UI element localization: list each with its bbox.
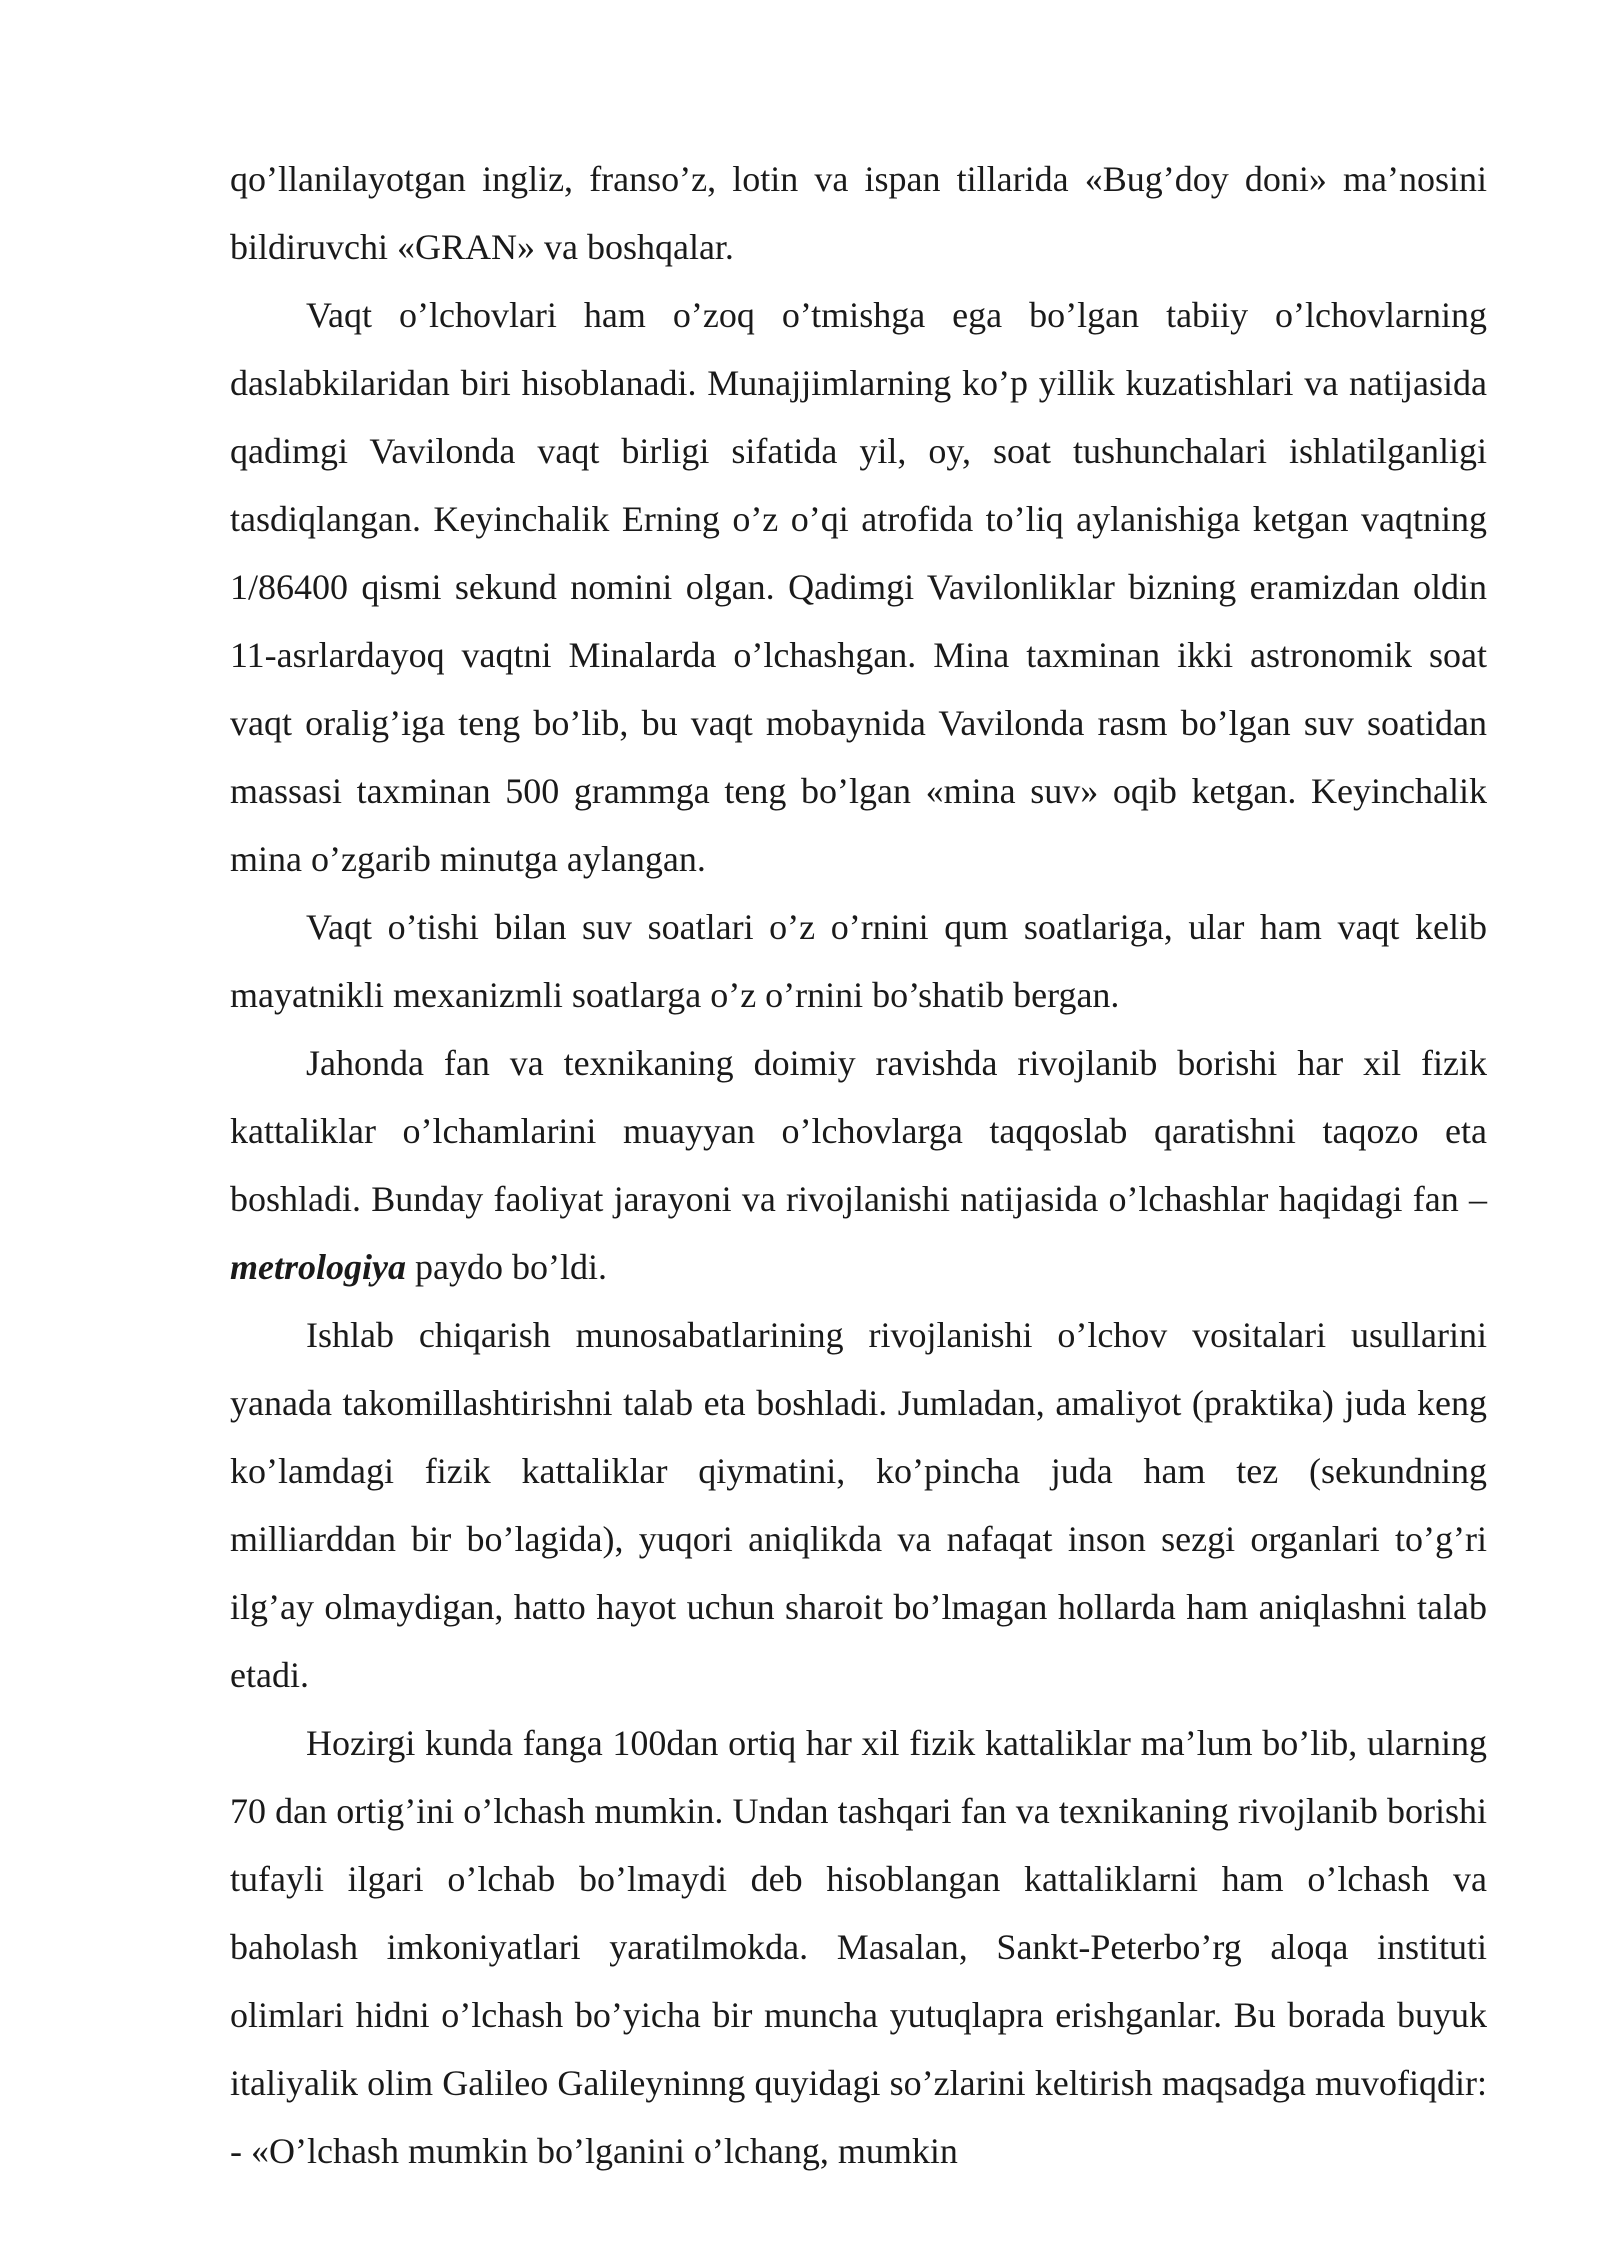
- paragraph-clocks: Vaqt o’tishi bilan suv soatlari o’z o’rnini qum soatlariga, ular ham vaqt kelib mayatnikli mexanizmli soatlarga o’z o’rnini bo’shatib bergan.: [230, 907, 1487, 1015]
- document-body: [230, 145, 1487, 2185]
- metrology-term: metrologiya: [230, 1247, 406, 1287]
- paragraph-gran: qo’llanilayotgan ingliz, franso’z, lotin va ispan tillarida «Bug’doy doni» ma’nosini bildiruvchi «GRAN» va boshqalar.: [230, 159, 1487, 267]
- paragraph-modern: Hozirgi kunda fanga 100dan ortiq har xil fizik kattaliklar ma’lum bo’lib, ularning 70 dan ortig’ini o’lchash mumkin. Undan tashqari fan va texnikaning rivojlanib borishi tufayli ilgari o’lchab bo’lmaydi deb hisoblangan kattaliklarni ham o’lchash va baholash imkoniyatlari yaratilmokda. Masalan, Sankt-Peterbo’rg aloqa instituti olimlari hidni o’lchash bo’yicha bir muncha yutuqlapra erishganlar. Bu borada buyuk italiyalik olim Galileo Galileyninng quyidagi so’zlarini keltirish maqsadga muvofiqdir: - «O’lchash mumkin bo’lganini o’lchang, mumkin: [230, 1723, 1487, 2171]
- paragraph-metrology: [230, 1029, 1487, 1301]
- metrology-text-after: paydo bo’ldi.: [405, 1247, 607, 1287]
- paragraph-production: Ishlab chiqarish munosabatlarining rivojlanishi o’lchov vositalari usullarini yanada takomillashtirishni talab eta boshladi. Jumladan, amaliyot (praktika) juda keng ko’lamdagi fizik kattaliklar qiymatini, ko’pincha juda ham tez (sekundning milliarddan bir bo’lagida), yuqori aniqlikda va nafaqat inson sezgi organlari to’g’ri ilg’ay olmaydigan, hatto hayot uchun sharoit bo’lmagan hollarda ham aniqlashni talab etadi.: [230, 1315, 1487, 1695]
- metrology-text-before: Jahonda fan va texnikaning doimiy ravishda rivojlanib borishi har xil fizik kattaliklar o’lchamlarini muayyan o’lchovlarga taqqoslab qaratishni taqozo eta boshladi. Bunday faoliyat jarayoni va rivojlanishi natijasida o’lchashlar haqidagi fan –: [230, 1043, 1487, 1219]
- paragraph-time-measures: Vaqt o’lchovlari ham o’zoq o’tmishga ega bo’lgan tabiiy o’lchovlarning daslabkilaridan biri hisoblanadi. Munajjimlarning ko’p yillik kuzatishlari va natijasida qadimgi Vavilonda vaqt birligi sifatida yil, oy, soat tushunchalari ishlatilganligi tasdiqlangan. Keyinchalik Erning o’z o’qi atrofida to’liq aylanishiga ketgan vaqtning 1/86400 qismi sekund nomini olgan. Qadimgi Vavilonliklar bizning eramizdan oldin 11-asrlardayoq vaqtni Minalarda o’lchashgan. Mina taxminan ikki astronomik soat vaqt oralig’iga teng bo’lib, bu vaqt mobaynida Vavilonda rasm bo’lgan suv soatidan massasi taxminan 500 grammga teng bo’lgan «mina suv» oqib ketgan. Keyinchalik mina o’zgarib minutga aylangan.: [230, 295, 1487, 879]
